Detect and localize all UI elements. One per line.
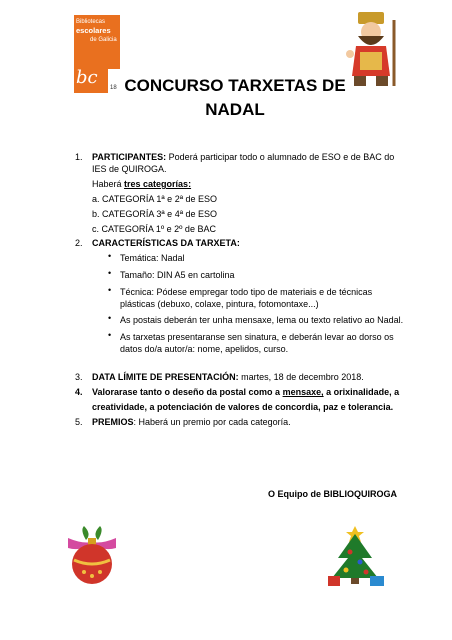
logo-number: 18 <box>110 85 117 91</box>
section-participants <box>92 151 394 163</box>
category-item: c. CATEGORÍA 1º e 2º de BAC <box>92 224 216 234</box>
bullet-icon: • <box>108 330 112 340</box>
section-valuation <box>92 386 399 398</box>
section-text: martes, 18 de decembro 2018. <box>238 372 364 382</box>
feature-item-line2: datos do/a autor/a: nome, apelidos, curso. <box>120 344 289 354</box>
feature-item: As postais deberán ter unha mensaxe, lema ou texto relativo ao Nadal. <box>120 315 404 325</box>
feature-item: Técnica: Pódese empregar todo tipo de materiais e de técnicas <box>120 287 373 297</box>
section-text: Poderá participar todo o alumnado de ESO e de BAC do <box>166 152 395 162</box>
logo-line1: Bibliotecas <box>76 19 106 25</box>
categories-intro-text: Haberá <box>92 179 125 189</box>
section-number: 1. <box>75 152 83 162</box>
section-number: 3. <box>75 372 83 382</box>
valuation-text-line2: creatividade, a potenciación de valores de concordia, paz e tolerancia. <box>92 402 394 412</box>
title-line2: NADAL <box>205 100 265 119</box>
feature-item: As tarxetas presentaranse sen sinatura, e deberán levar ao dorso os <box>120 332 394 342</box>
christmas-tree-illustration <box>322 522 388 588</box>
christmas-ornament-illustration <box>62 522 122 586</box>
categories-intro <box>92 178 191 190</box>
category-item: a. CATEGORÍA 1ª e 2ª de ESO <box>92 194 218 204</box>
section-label: CARACTERÍSTICAS DA TARXETA: <box>92 238 240 248</box>
section-text: : Haberá un premio por cada categoría. <box>133 417 291 427</box>
section-text-line2: IES de QUIROGA. <box>92 164 167 174</box>
valuation-text-underlined: mensaxe, <box>282 387 324 397</box>
valuation-text-a: Valorarase tanto o deseño da postal como a <box>92 387 283 397</box>
logo-mark: bc <box>76 67 98 88</box>
section-label: PREMIOS <box>92 417 134 427</box>
bullet-icon: • <box>108 268 112 278</box>
library-logo <box>74 15 120 91</box>
bullet-icon: • <box>108 285 112 295</box>
section-number: 2. <box>75 238 83 248</box>
section-prizes <box>92 416 291 428</box>
feature-item-line2: plásticas (debuxo, colaxe, pintura, fotomontaxe...) <box>120 299 319 309</box>
section-deadline <box>92 371 364 383</box>
section-label: DATA LÍMITE DE PRESENTACIÓN: <box>92 372 239 382</box>
section-number: 5. <box>75 417 83 427</box>
logo-line2: escolares <box>76 26 111 35</box>
section-label: PARTICIPANTES: <box>92 152 167 162</box>
feature-item: Tamaño: DIN A5 en cartolina <box>120 270 235 280</box>
title-line1: CONCURSO TARXETAS DE <box>124 76 346 95</box>
bullet-icon: • <box>108 313 112 323</box>
section-number: 4. <box>75 387 83 397</box>
category-item: b. CATEGORÍA 3ª e 4ª de ESO <box>92 209 218 219</box>
logo-line3: de Galicia <box>90 37 117 43</box>
feature-item: Temática: Nadal <box>120 253 185 263</box>
categories-intro-label: tres categorías: <box>124 179 192 189</box>
bullet-icon: • <box>108 251 112 261</box>
signature: O Equipo de BIBLIOQUIROGA <box>268 489 397 499</box>
valuation-text-b: a orixinalidade, a <box>323 387 400 397</box>
